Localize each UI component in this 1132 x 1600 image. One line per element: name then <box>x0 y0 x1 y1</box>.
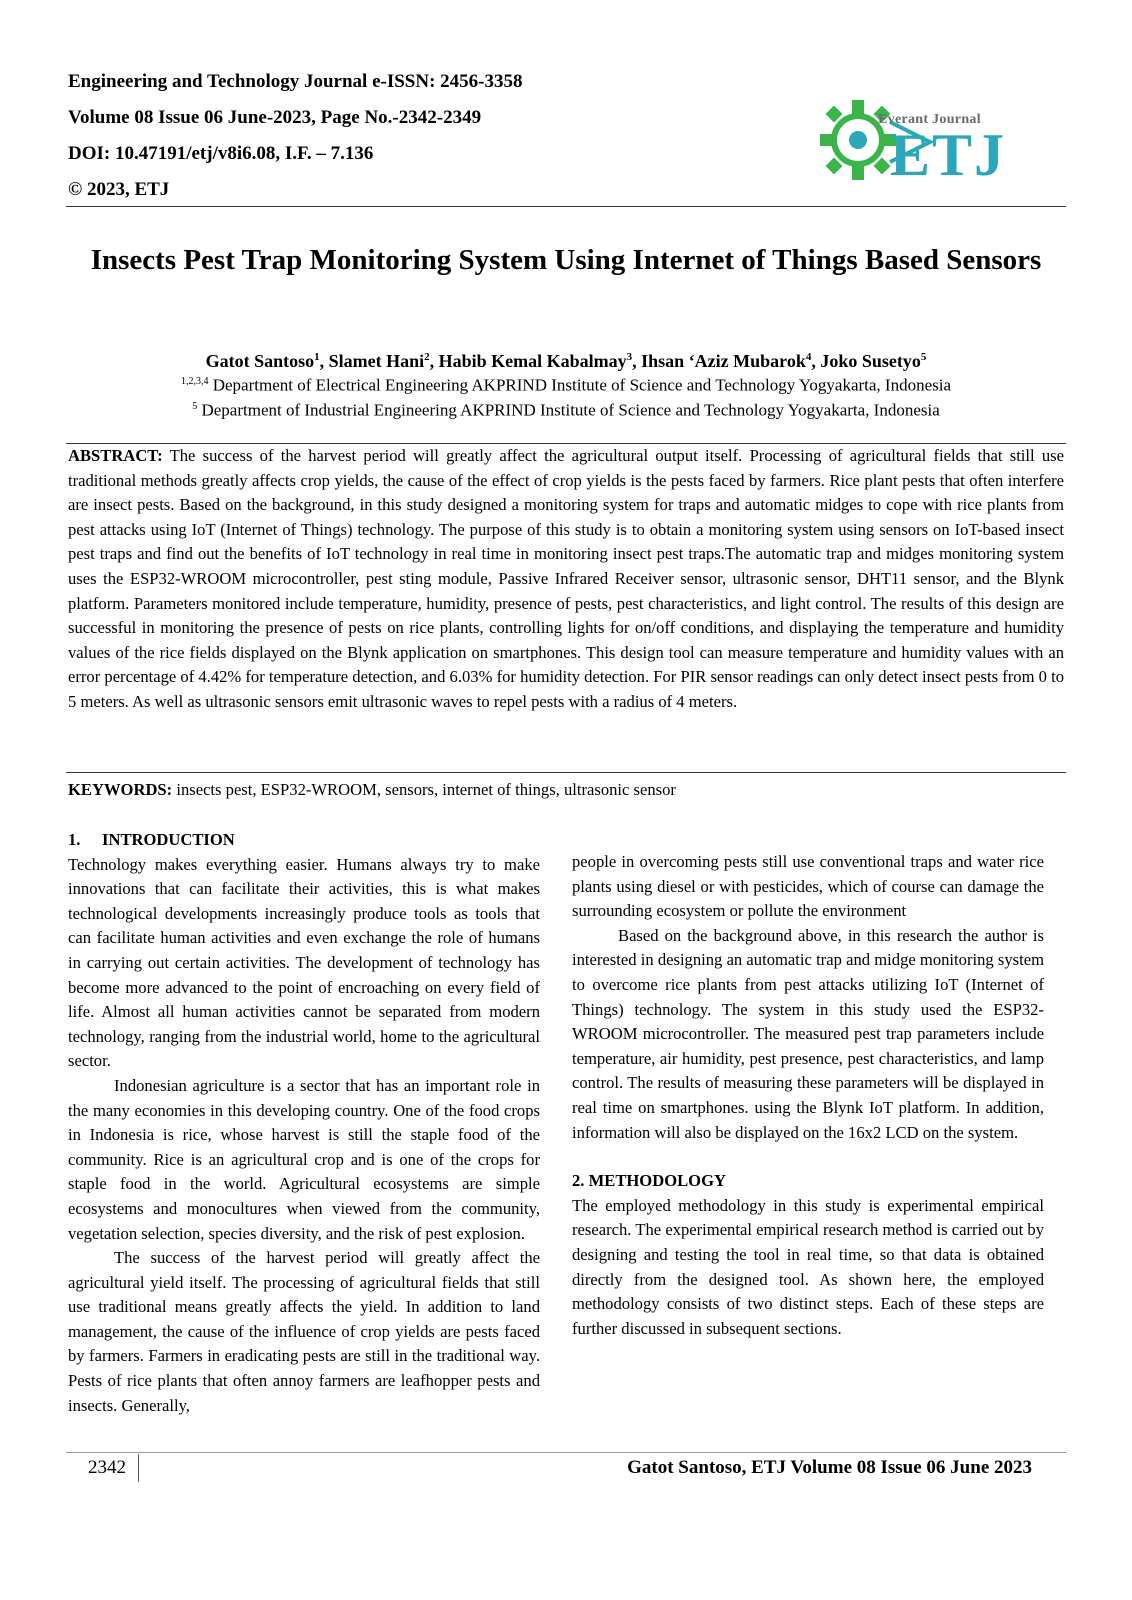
journal-name-issn: Engineering and Technology Journal e-ISSN: 2456-3358 <box>68 71 523 92</box>
abstract-label: ABSTRACT: <box>68 446 163 465</box>
abstract-text: The success of the harvest period will greatly affect the agricultural output itself. Processing of agricultural fields that still use traditional methods greatly affects crop yields, the cause of the effect of crop yields is the pests faced by farmers. Rice plant pests that often interfere are insect pests. Based on the background, in this study designed a monitoring system for traps and automatic midges to cope with rice plants from pest attacks using IoT (Internet of Things) technology. The purpose of this study is to obtain a monitoring system using sensors on IoT-based insect pest traps and find out the benefits of IoT technology in real time in monitoring insect pest traps.The automatic trap and midges monitoring system uses the ESP32-WROOM microcontroller, pest sting module, Passive Infrared Receiver sensor, ultrasonic sensor, DHT11 sensor, and the Blynk platform. Parameters monitored include temperature, humidity, presence of pests, pest characteristics, and light control. The results of this design are successful in monitoring the presence of pests on rice plants, controlling lights for on/off conditions, and displaying the temperature and humidity values of the rice fields displayed on the Blynk application on smartphones. This design tool can measure temperature and humidity values with an error percentage of 4.42% for temperature detection, and 6.03% for humidity detection. For PIR sensor readings can only detect insect pests from 0 to 5 meters. As well as ultrasonic sensors emit ultrasonic waves to repel pests with a radius of 4 meters. <box>68 446 1064 711</box>
affiliation-1: $^{1,2,3,4}$ Department of Electrical Engineering AKPRIND Institute of Science and Technology Yogyakarta, Indonesia <box>180 375 952 395</box>
etj-logo <box>820 92 1030 202</box>
paper-title: Insects Pest Trap Monitoring System Using Internet of Things Based Sensors <box>90 244 1042 276</box>
paragraph: The employed methodology in this study is experimental empirical research. The experimental empirical research method is carried out by designing and testing the tool in real time, so that data is obtained directly from the designed tool. As shown here, the employed methodology consists of two distinct steps. Each of these steps are further discussed in subsequent sections. <box>572 1195 1044 1338</box>
footer-separator <box>138 1454 139 1482</box>
abstract <box>68 444 1064 715</box>
paragraph: The success of the harvest period will greatly affect the agricultural yield itself. The processing of agricultural fields that still use traditional means greatly affects the yield. In addition to land management, the cause of the influence of crop yields are pests faced by farmers. Farmers in eradicating pests are still in the traditional way. Pests of rice plants that often annoy farmers are leafhopper pests and insects. Generally, <box>68 1248 540 1415</box>
logo-small-text: Everant Journal <box>878 112 981 127</box>
author-name: Gatot Santoso <box>205 351 315 371</box>
author-name: Habib Kemal Kabalmay <box>438 351 627 371</box>
section-heading-introduction: 1. INTRODUCTION <box>68 830 235 849</box>
journal-header <box>68 64 768 208</box>
keywords <box>68 778 1064 802</box>
left-column <box>68 828 540 1418</box>
paragraph: Indonesian agriculture is a sector that has an important role in the many economies in this developing country. One of the food crops in Indonesia is rice, whose harvest is still the staple food of the community. Rice is an agricultural crop and is one of the crops for staple food in the world. Agricultural ecosystems are simple ecosystems and monocultures when viewed from the community, vegetation selection, species diversity, and the risk of pest explosion. <box>68 1075 540 1243</box>
abstract-bottom-rule <box>66 772 1066 773</box>
footer-rule <box>66 1452 1066 1453</box>
paragraph: people in overcoming pests still use conventional traps and water rice plants using diesel or with pesticides, which of course can damage the surrounding ecosystem or pollute the environment <box>572 852 1044 921</box>
author-list: Gatot Santoso$^1$, Slamet Hani$^2$, Habib Kemal Kabalmay$^3$, Ihsan ‘Aziz Mubarok$^4$, Joko Susetyo$^5$ <box>205 351 927 371</box>
journal-doi: DOI: 10.47191/etj/v8i6.08, I.F. – 7.136 <box>68 143 374 164</box>
footer-running-title: Gatot Santoso, ETJ Volume 08 Issue 06 June 2023 <box>627 1457 1032 1478</box>
author-name: Slamet Hani <box>328 351 425 371</box>
journal-copyright: © 2023, ETJ <box>68 179 170 200</box>
right-column <box>572 850 1044 1341</box>
affiliation-2: $^5$ Department of Industrial Engineering AKPRIND Institute of Science and Technology Yogyakarta, Indonesia <box>192 400 940 420</box>
keywords-label: KEYWORDS: <box>68 780 173 799</box>
paragraph: Technology makes everything easier. Humans always try to make innovations that can facilitate their activities, this is what makes technological developments increasingly produce tools as tools that can facilitate human activities and even exchange the role of humans in carrying out certain activities. The development of technology has become more advanced to the point of encroaching on every field of life. Almost all human activities cannot be separated from modern technology, ranging from the industrial world, home to the agricultural sector. <box>68 854 540 1071</box>
author-name: Joko Susetyo <box>820 351 921 371</box>
journal-volume-pages: Volume 08 Issue 06 June-2023, Page No.-2342-2349 <box>68 107 482 128</box>
page-number: 2342 <box>88 1457 126 1478</box>
keywords-text: insects pest, ESP32-WROOM, sensors, internet of things, ultrasonic sensor <box>172 780 676 799</box>
header-divider <box>66 206 1066 207</box>
author-name: Ihsan ‘Aziz Mubarok <box>641 351 806 371</box>
paragraph: Based on the background above, in this research the author is interested in designing an automatic trap and midge monitoring system to overcome rice plants from pest attacks utilizing IoT (Internet of Things) technology. The system in this study used the ESP32-WROOM microcontroller. The measured pest trap parameters include temperature, air humidity, pest presence, pest characteristics, and lamp control. The results of measuring these parameters will be displayed in real time on smartphones. using the Blynk IoT platform. In addition, information will also be displayed on the 16x2 LCD on the system. <box>572 925 1044 1142</box>
section-heading-methodology: 2. METHODOLOGY <box>572 1171 726 1191</box>
logo-big-text: ETJ <box>890 122 1007 188</box>
